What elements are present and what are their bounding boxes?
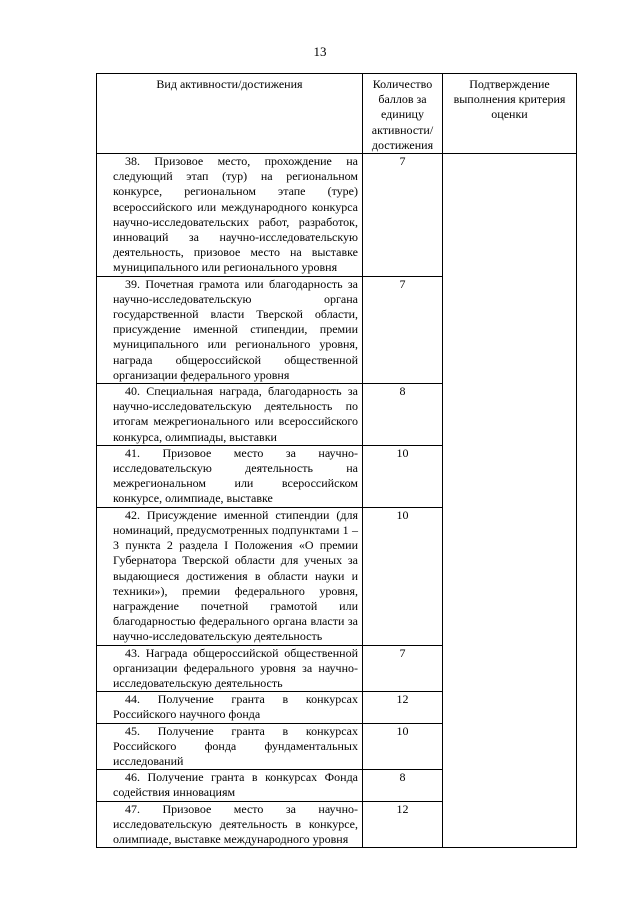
- row-points: 10: [363, 723, 443, 770]
- row-points: 8: [363, 384, 443, 446]
- row-description-text: 42. Присуждение именной стипендии (для номинаций, предусмотренных подпунктами 1 – 3 пункта 2 раздела I Положения «О премии Губернатора Тверской области для ученых за выдающиеся достижения в области науки и техники»), премии федерального уровня, награждение почетной грамотой или благодарностью федерального органа власти за научно-исследовательскую деятельность: [113, 507, 358, 644]
- row-points: 7: [363, 276, 443, 383]
- row-description-text: 40. Специальная награда, благодарность за научно-исследовательскую деятельность по итогам межрегионального или всероссийского конкурса, олимпиады, выставки: [113, 384, 358, 444]
- row-description: [97, 723, 363, 770]
- row-points: 12: [363, 692, 443, 723]
- row-description: [97, 276, 363, 383]
- row-description-text: 44. Получение гранта в конкурсах Российского научного фонда: [113, 692, 358, 722]
- confirmation-cell: [443, 154, 577, 848]
- row-description: [97, 384, 363, 446]
- row-points: 8: [363, 770, 443, 801]
- header-confirmation: Подтверждение выполнения критерия оценки: [443, 74, 577, 154]
- row-points: 10: [363, 507, 443, 645]
- row-description: [97, 507, 363, 645]
- row-description-text: 41. Призовое место за научно-исследовательскую деятельность на межрегиональном или всероссийском конкурсе, олимпиаде, выставке: [113, 445, 358, 506]
- row-description-text: 43. Награда общероссийской общественной организации федерального уровня за научно-исследовательскую деятельность: [113, 645, 358, 690]
- row-description: [97, 645, 363, 692]
- page-number: 13: [313, 44, 327, 59]
- row-description-text: 46. Получение гранта в конкурсах Фонда содействия инновациям: [113, 770, 358, 800]
- row-points: 12: [363, 801, 443, 848]
- criteria-table: [96, 73, 577, 848]
- row-description: [97, 692, 363, 723]
- table-row: [97, 154, 577, 277]
- row-description: [97, 801, 363, 848]
- row-description-text: 47. Призовое место за научно-исследовательскую деятельность в конкурсе, олимпиаде, выставке международного уровня: [113, 801, 358, 846]
- header-points: Количество баллов за единицу активности/ достижения: [363, 74, 443, 154]
- row-points: 7: [363, 154, 443, 277]
- row-description: [97, 445, 363, 507]
- header-activity: Вид активности/достижения: [97, 74, 363, 154]
- row-description: [97, 770, 363, 801]
- row-description: [97, 154, 363, 277]
- row-description-text: 39. Почетная грамота или благодарность за научно-исследовательскую органа государственной власти Тверской области, присуждение именной стипендии, премии муниципального или регионального уровня, награда общероссийской общественной организации федерального уровня: [113, 276, 358, 382]
- table-header-row: [97, 74, 577, 154]
- row-description-text: 38. Призовое место, прохождение на следующий этап (тур) на региональном конкурсе, региональном этапе (туре) всероссийского или международного конкурса научно-исследовательских работ, разработок, инноваций за научно-исследовательскую деятельность, призовое место на выставке муниципального или регионального уровня: [113, 154, 358, 275]
- row-points: 7: [363, 645, 443, 692]
- row-description-text: 45. Получение гранта в конкурсах Российского фонда фундаментальных исследований: [113, 723, 358, 768]
- row-points: 10: [363, 445, 443, 507]
